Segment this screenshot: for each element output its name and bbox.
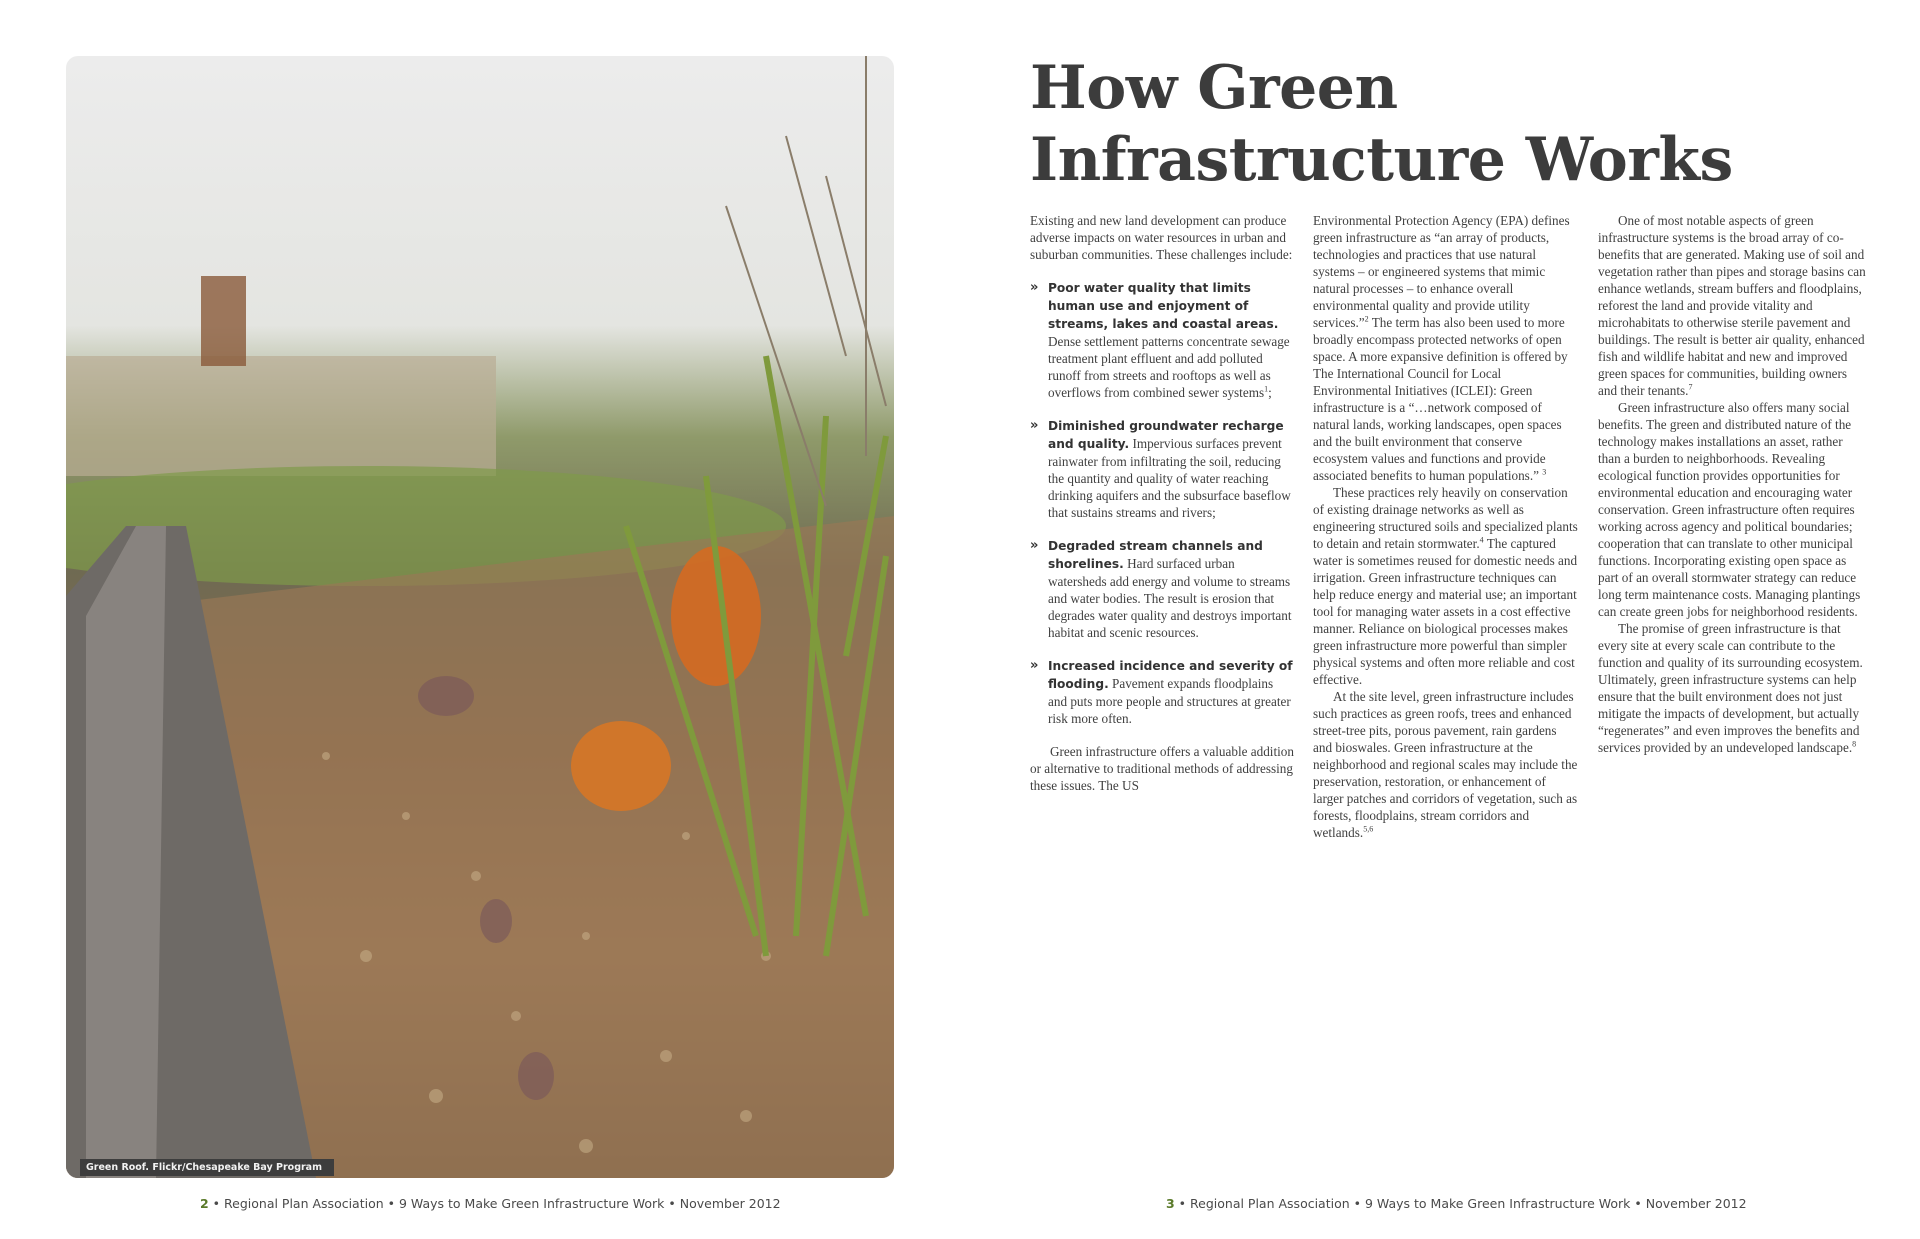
footer-left: [200, 1196, 781, 1211]
paragraph-text: At the site level, green infrastructure includes such practices as green roofs, trees and enhanced street-tree pits, porous pavement, rain gardens and bioswales. Green infrastructure at the neighborhood and regional scales may include the preservation, restoration, or enhancement of larger patches and corridors of vegetation, such as forests, floodplains, stream corridors and wetlands.: [1313, 689, 1578, 840]
list-item: [1030, 417, 1295, 521]
footer-text: • Regional Plan Association • 9 Ways to Make Green Infrastructure Work • November 2012: [208, 1196, 781, 1211]
paragraph-text: Environmental Protection Agency (EPA) defines green infrastructure as “an array of products, technologies and practices that use natural systems – or engineered systems that mimic natural processes – to enhance overall environmental quality and provide utility services.”: [1313, 213, 1570, 330]
paragraph: Green infrastructure also offers many social benefits. The green and distributed nature of the technology makes installations an asset, rather than a burden to neighborhoods. Revealing ecological function provides opportunities for environmental education and encouraging water conservation. Green infrastructure often requires working across agency and political boundaries; cooperation that can translate to other municipal functions. Incorporating existing open space as part of an overall stormwater strategy can reduce long term maintenance costs. Managing plantings can create green jobs for neighborhood residents.: [1598, 400, 1861, 619]
paragraph-text: One of most notable aspects of green infrastructure systems is the broad array of co-benefits that are generated. Making use of soil and vegetation rather than pipes and storage basins can enhance wetlands, stream buffers and floodplains, reforest the land and provide vitality and microhabitats to otherwise sterile pavement and buildings. The result is better air quality, enhanced fish and wildlife habitat and new and improved green spaces for communities, building owners and their tenants.: [1598, 213, 1866, 398]
text-column-3: [1598, 212, 1866, 756]
page-number: 3: [1166, 1196, 1175, 1211]
footnote-ref: 8: [1852, 739, 1857, 749]
footnote-ref: 3: [1542, 467, 1547, 477]
bullet-marker: »: [1030, 658, 1039, 673]
photo-illustration: [66, 56, 894, 1178]
footnote-ref: 7: [1688, 382, 1693, 392]
orange-succulent: [571, 721, 671, 811]
page-title: How Green Infrastructure Works: [1030, 53, 1733, 195]
bullet-tail: ;: [1268, 385, 1272, 400]
footnote-ref: 4: [1479, 535, 1484, 545]
paragraph: [1313, 484, 1578, 688]
footnote-ref: 2: [1364, 314, 1369, 324]
footnote-ref: 5,6: [1363, 824, 1374, 834]
footnote-ref: 1: [1264, 384, 1269, 394]
blurred-building: [66, 356, 496, 476]
paragraph-text: These practices rely heavily on conservation of existing drainage networks as well as engineering structured soils and specialized plants to detain and retain stormwater.: [1313, 485, 1578, 551]
bullet-text: Pavement expands floodplains and puts more people and structures at greater risk more often.: [1048, 676, 1291, 726]
green-roof-photo: [66, 56, 894, 1178]
footer-right: [1166, 1196, 1747, 1211]
text-column-2: [1313, 212, 1578, 841]
blurred-chimney: [201, 276, 246, 366]
bullet-lead: Diminished groundwater recharge and quality.: [1048, 419, 1284, 451]
intro-paragraph: Existing and new land development can produce adverse impacts on water resources in urban and suburban communities. These challenges include:: [1030, 213, 1293, 262]
list-item: [1030, 279, 1295, 401]
bullet-marker: »: [1030, 418, 1039, 433]
photo-caption: Green Roof. Flickr/Chesapeake Bay Program: [80, 1159, 334, 1176]
bullet-marker: »: [1030, 538, 1039, 553]
bullet-lead: Poor water quality that limits human use and enjoyment of streams, lakes and coastal areas.: [1048, 281, 1279, 331]
paragraph: [1598, 620, 1866, 756]
paragraph: [1313, 212, 1578, 484]
text-column-1: [1030, 212, 1295, 794]
page-number: 2: [200, 1196, 209, 1211]
bullet-text: Hard surfaced urban watersheds add energy and volume to streams and water bodies. The result is erosion that degrades water quality and destroys important habitat and scenic resources.: [1048, 556, 1292, 640]
dry-stems: [726, 56, 886, 506]
closing-paragraph: Green infrastructure offers a valuable addition or alternative to traditional methods of addressing these issues. The US: [1030, 744, 1294, 793]
footer-text: • Regional Plan Association • 9 Ways to Make Green Infrastructure Work • November 2012: [1174, 1196, 1747, 1211]
challenges-list: [1030, 279, 1295, 727]
bullet-lead: Increased incidence and severity of flooding.: [1048, 659, 1293, 691]
paragraph: [1313, 688, 1578, 841]
bullet-marker: »: [1030, 280, 1039, 295]
paragraph: [1598, 212, 1866, 399]
bullet-text: Dense settlement patterns concentrate sewage treatment plant effluent and add polluted runoff from streets and rooftops as well as overflows from combined sewer systems: [1048, 334, 1290, 400]
paragraph-text: The term has also been used to more broadly encompass protected networks of open space. A more expansive definition is offered by The International Council for Local Environmental Initiatives (ICLEI): Green infrastructure is a “…network composed of natural lands, working landscapes, open spaces and the built environment that conserve ecosystem values and functions and provide associated benefits to human populations.”: [1313, 315, 1568, 483]
list-item: [1030, 657, 1295, 727]
list-item: [1030, 537, 1295, 641]
paragraph-text: The promise of green infrastructure is that every site at every scale can contribute to the function and quality of its surrounding ecosystem. Ultimately, green infrastructure systems can help ensure that the built environment does not just mitigate the impacts of development, but actually “regenerates” and even improves the benefits and services provided by an undeveloped landscape.: [1598, 621, 1863, 755]
paragraph-text: The captured water is sometimes reused for domestic needs and irrigation. Green infrastructure techniques can help reduce energy and material use; an important tool for managing water assets in a cost effective manner. Reliance on biological processes makes green infrastructure more powerful than simpler physical systems and often more reliable and cost effective.: [1313, 536, 1578, 687]
bullet-text: Impervious surfaces prevent rainwater from infiltrating the soil, reducing the quantity and quality of water reaching drinking aquifers and the subsurface baseflow that sustains streams and rivers;: [1048, 436, 1291, 520]
bullet-lead: Degraded stream channels and shorelines.: [1048, 539, 1263, 571]
